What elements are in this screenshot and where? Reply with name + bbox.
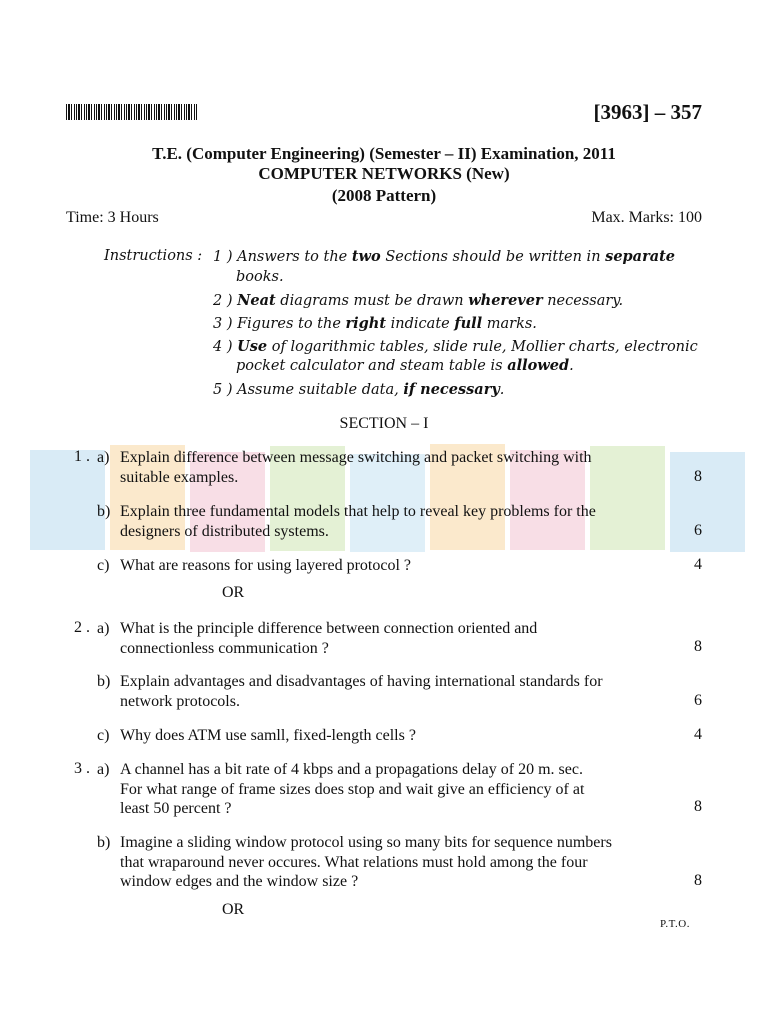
question-number: 1 . [74, 448, 90, 465]
question-3b-label: b) [97, 834, 111, 851]
or-separator: OR [222, 901, 245, 918]
marks-3b: 8 [694, 872, 702, 889]
pto-label: P.T.O. [660, 918, 690, 930]
marks-3a: 8 [694, 798, 702, 815]
question-1b-label: b) [97, 503, 111, 520]
question-1a-label: a) [97, 449, 110, 466]
instruction-3: 3 ) Figures to the right indicate full marks. [213, 315, 537, 332]
subject-title: COMPUTER NETWORKS (New) [258, 164, 510, 183]
instruction-2: 2 ) Neat diagrams must be drawn wherever necessary. [213, 292, 624, 309]
marks-2c: 4 [694, 726, 702, 743]
question-3a-label: a) [97, 761, 110, 778]
marks-1a: 8 [694, 468, 702, 485]
instruction-4: 4 ) Use of logarithmic tables, slide rule, Mollier charts, electronic [213, 338, 698, 355]
question-2b-label: b) [97, 673, 111, 690]
section-title: SECTION – I [339, 415, 429, 432]
question-3a-text: A channel has a bit rate of 4 kbps and a propagations delay of 20 m. sec. For what range of frame sizes does stop and wait give an efficiency of at least 50 percent ? [120, 761, 585, 817]
question-2a-text: What is the principle difference between connection oriented and connectionless communication ? [120, 620, 538, 657]
question-number: 2 . [74, 619, 90, 636]
marks-1c: 4 [694, 556, 702, 573]
exam-title: T.E. (Computer Engineering) (Semester – II) Examination, 2011 [152, 144, 616, 163]
question-3b-text: Imagine a sliding window protocol using so many bits for sequence numbers that wraparound never occures. What relations must hold among the four window edges and the window size ? [120, 834, 612, 890]
barcode [66, 104, 198, 120]
or-separator: OR [222, 584, 245, 601]
time-allowed: Time: 3 Hours [66, 209, 159, 226]
question-number: 3 . [74, 760, 90, 777]
question-1b-text: Explain three fundamental models that help to reveal key problems for the designers of distributed systems. [120, 503, 596, 540]
marks-1b: 6 [694, 522, 702, 539]
question-2c-text: Why does ATM use samll, fixed-length cells ? [120, 727, 416, 744]
instruction-1: 1 ) Answers to the two Sections should be written in separate [213, 248, 676, 265]
marks-2b: 6 [694, 692, 702, 709]
question-2c-label: c) [97, 727, 110, 744]
question-1a-text: Explain difference between message switching and packet switching with suitable examples. [120, 449, 592, 486]
question-1c-text: What are reasons for using layered protocol ? [120, 557, 411, 574]
paper-code: [3963] – 357 [593, 100, 702, 124]
question-2b-text: Explain advantages and disadvantages of having international standards for network protocols. [120, 673, 603, 710]
instructions-label: Instructions : [104, 248, 203, 264]
max-marks: Max. Marks: 100 [591, 209, 702, 226]
pattern-title: (2008 Pattern) [331, 186, 437, 205]
question-1c-label: c) [97, 557, 110, 574]
instruction-5: 5 ) Assume suitable data, if necessary. [213, 381, 505, 398]
instruction-4-line2: pocket calculator and steam table is allowed. [236, 357, 574, 374]
question-2a-label: a) [97, 620, 110, 637]
marks-2a: 8 [694, 638, 702, 655]
instruction-1-line2: books. [236, 269, 284, 285]
